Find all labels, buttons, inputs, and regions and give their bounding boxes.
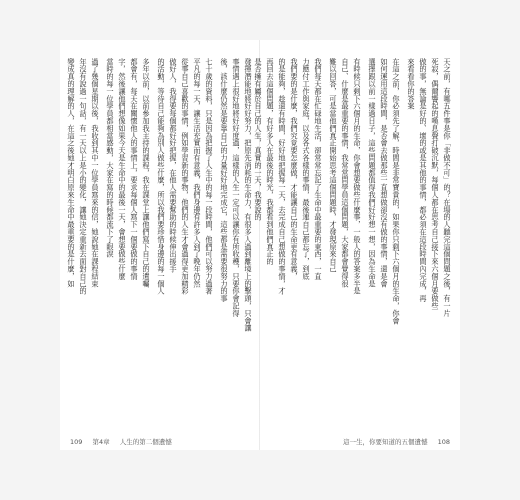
page-number: 108 [437,438,450,446]
chapter-label: 第4章 [92,438,110,446]
text-column: 事情遇上很好地將好好度過，這樣的人生一定可以讓你有所收穫，只要你會記得 [232,58,241,317]
text-column: 發揮潛能地將好好努力，把原先消耗的生命力，有很多人過到離境上的擊頭，只會讓 [244,58,253,332]
text-column: 死寂，偶爾響起的嘆息聲打破沉默，每個人都在思考自己接下來六個月要做些 [431,58,440,310]
text-column: 多年以前，以前參加我主持的課程，我在課堂上讓他們寫下自己的遺囑 [142,58,151,288]
text-column: 平凡的每一天，讓生活充實而有意義，我們身邊有許多人到了晚年仍然 [193,58,202,288]
text-column: 做的事，無論是好的、壞的或是其他的事情，都必須在這段時間內完成，再 [419,58,428,303]
text-column: 如何運用這段時間，是否會去做那些一直想做卻沒有做的事情，還是會 [380,58,389,288]
text-column: 天之前，有哪五件事是你「非做不可」的？在場的人聽完這個問題之後，有一片 [443,58,452,317]
text-column: 的活動，等待自己能夠為別人做些什麼，所以我們要珍惜身邊的每一個人 [157,58,166,295]
text-column: 再回去這個問題，有好多人在最後的時光，我都看到他們真正的 [266,58,275,266]
text-column: 是否擁有屬於自己的人生，真實的一天，我要說的 [254,58,263,221]
text-column: 後，該什麼仍然是要靠自己的力量好好地完成它，這些都是需要很努力的事 [220,58,229,303]
page-number: 109 [70,438,83,446]
text-column: 字，然後讓他們想像如果今天是生命中的最後一天，會想要做些什麼 [118,58,127,280]
text-column: 從事自己喜歡的事情，例如學習新的事物，他們的人生才會過得更加精彩 [181,58,190,295]
text-column: 我們每天都在忙碌地生活，卻常常忘記了生命中最重要的東西，一直 [314,58,323,280]
text-column: 的是能夠，趁還有時間，好好地把握每一天，去完成自己想做的事情，才 [278,58,287,295]
left-page-footer [66,437,176,446]
right-page [254,40,460,450]
left-page-text [67,58,253,408]
running-title: 這一生，你要知道的五個遺憾 [343,438,428,446]
text-column: 來看看你的答案 [407,58,416,110]
left-page [60,40,260,450]
running-title: 人生的第二個遺憾 [119,438,172,446]
text-column: 力應付工作與家庭，以及各式各樣的事情，最後連自己都忘了，到底 [302,58,311,280]
text-column: 過了幾個星期以後，我收到其中一位學員寫來的信，她說她在課程結束 [91,58,100,288]
text-column: 七十歲的資料，只是因為把握了人生中的每一段時間，他們可以努力過著 [205,58,214,295]
text-column: 當時的每一位學員都相當感動，大家在寫的時候都流下了眼淚 [106,58,115,258]
text-column: 自己、什麼是最重要的事情，我常常問學員這個問題，大家都會覺得很 [341,58,350,288]
text-column: 我們要的是什麼，我們究竟要怎麼做，才能讓自己的生命更有意義， [290,58,299,280]
right-page-text [254,58,452,408]
text-column: 年沒有說過一句話，有一天以上是小的變化，讓她決定重新去面對自己的 [79,58,88,295]
text-column: 變成真的理解的人，在這之後她才明白原來生命中最重要的是什麼，如 [67,58,76,288]
text-column: 難以回答，可是當他們真正開始思考這個問題時，才發現原來自己 [329,58,338,273]
text-column: 有時候只剩下六個月的生命，你會想要做些什麼事，一般人的答案多半是 [353,58,362,295]
text-column: 都會有，每天在關懷他人的事情上，要求每個人寫下一個要做的事情 [130,58,139,280]
text-column: 選擇跟以前一樣過日子，這些問題都值得我們好好想一想，因為生命是 [368,58,377,288]
right-page-footer [339,437,454,446]
text-column: 做好人，我得要每個都好好把握，在他人需要幫助的時候伸出援手 [169,58,178,273]
text-column: 在這之前，你必須先了解，時間是非常寶貴的，如果你只剩下六個月的生命，你會 [392,58,401,325]
